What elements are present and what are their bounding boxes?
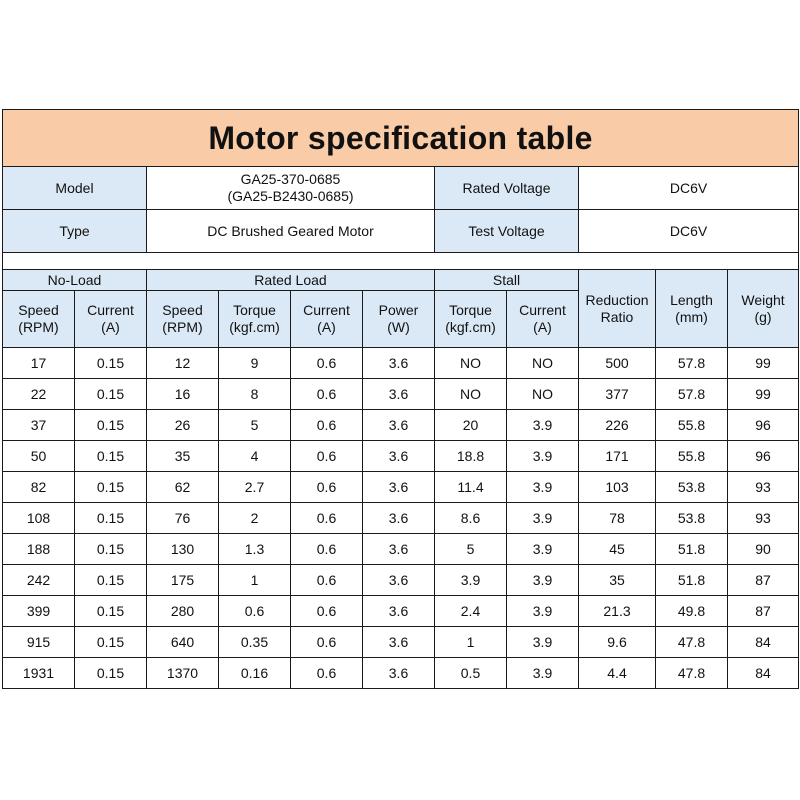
column-header-line: (A) (317, 319, 336, 335)
table-cell: 93 (728, 472, 799, 503)
table-cell: 17 (3, 348, 75, 379)
page-title: Motor specification table (3, 110, 799, 167)
table-cell: 20 (435, 410, 507, 441)
table-cell: 26 (147, 410, 219, 441)
table-cell: 0.15 (75, 565, 147, 596)
table-cell: 50 (3, 441, 75, 472)
table-row (3, 410, 799, 441)
table-cell: 0.15 (75, 658, 147, 689)
table-row (3, 565, 799, 596)
table-cell: 3.6 (363, 348, 435, 379)
column-header-reduction-ratio (579, 270, 656, 348)
model-value-line2: (GA25-B2430-0685) (227, 188, 354, 204)
column-header-line: Current (303, 302, 350, 318)
table-cell: 0.15 (75, 596, 147, 627)
table-cell: 4 (219, 441, 291, 472)
table-cell: 1.3 (219, 534, 291, 565)
table-cell: 3.9 (435, 565, 507, 596)
table-cell: 0.6 (291, 627, 363, 658)
table-cell: 915 (3, 627, 75, 658)
table-cell: 280 (147, 596, 219, 627)
table-cell: 51.8 (656, 565, 728, 596)
table-cell: 55.8 (656, 441, 728, 472)
type-label: Type (3, 210, 147, 253)
table-cell: 1 (435, 627, 507, 658)
column-header-line: Power (378, 302, 419, 318)
table-cell: 130 (147, 534, 219, 565)
column-header-line: Torque (449, 302, 492, 318)
column-header-line: Current (87, 302, 134, 318)
table-cell: 3.6 (363, 534, 435, 565)
column-header-line: (RPM) (18, 319, 59, 335)
group-no-load: No-Load (3, 270, 147, 291)
column-header-speed-rpm (3, 291, 75, 348)
table-cell: 0.6 (291, 534, 363, 565)
model-value-line1: GA25-370-0685 (240, 171, 341, 187)
table-cell: 3.9 (507, 658, 579, 689)
table-cell: 8.6 (435, 503, 507, 534)
column-header-line: (RPM) (162, 319, 203, 335)
test-voltage-value: DC6V (579, 210, 799, 253)
column-header-torque-kgf-cm (435, 291, 507, 348)
table-cell: 93 (728, 503, 799, 534)
table-cell: 3.6 (363, 658, 435, 689)
table-cell: 0.15 (75, 472, 147, 503)
column-header-power-w (363, 291, 435, 348)
table-cell: 96 (728, 410, 799, 441)
table-cell: 90 (728, 534, 799, 565)
table-cell: 0.6 (291, 503, 363, 534)
table-cell: 12 (147, 348, 219, 379)
table-cell: 11.4 (435, 472, 507, 503)
table-cell: 0.15 (75, 534, 147, 565)
column-header-line: (kgf.cm) (445, 319, 496, 335)
table-cell: 0.5 (435, 658, 507, 689)
table-row (3, 503, 799, 534)
test-voltage-label: Test Voltage (435, 210, 579, 253)
group-stall: Stall (435, 270, 579, 291)
table-cell: 103 (579, 472, 656, 503)
table-cell: 37 (3, 410, 75, 441)
column-header-line: Length (670, 291, 713, 308)
column-header-line: (W) (387, 319, 410, 335)
model-label: Model (3, 167, 147, 210)
table-cell: 0.6 (291, 472, 363, 503)
table-cell: 0.6 (291, 348, 363, 379)
table-cell: NO (507, 379, 579, 410)
table-cell: 35 (147, 441, 219, 472)
table-cell: 3.6 (363, 503, 435, 534)
table-cell: 2.7 (219, 472, 291, 503)
motor-spec-table (2, 109, 799, 689)
column-header-weight-g (728, 270, 799, 348)
table-cell: NO (507, 348, 579, 379)
table-cell: 3.6 (363, 410, 435, 441)
column-header-line: (g) (754, 308, 772, 325)
table-row (3, 379, 799, 410)
table-cell: 99 (728, 348, 799, 379)
column-header-line: (kgf.cm) (229, 319, 280, 335)
table-row (3, 627, 799, 658)
table-cell: 47.8 (656, 627, 728, 658)
table-cell: 399 (3, 596, 75, 627)
table-row (3, 596, 799, 627)
spacer-row (3, 253, 799, 270)
table-cell: 76 (147, 503, 219, 534)
table-cell: 3.6 (363, 596, 435, 627)
table-cell: 1 (219, 565, 291, 596)
table-row (3, 441, 799, 472)
column-header-line: Current (519, 302, 566, 318)
rated-voltage-value: DC6V (579, 167, 799, 210)
table-cell: NO (435, 348, 507, 379)
type-value: DC Brushed Geared Motor (147, 210, 435, 253)
table-cell: 5 (435, 534, 507, 565)
table-cell: 87 (728, 596, 799, 627)
table-cell: 3.6 (363, 627, 435, 658)
column-header-line: Speed (162, 302, 203, 318)
table-cell: 3.6 (363, 472, 435, 503)
table-cell: 96 (728, 441, 799, 472)
table-cell: 45 (579, 534, 656, 565)
table-cell: 0.6 (219, 596, 291, 627)
table-cell: 3.9 (507, 534, 579, 565)
table-cell: 9 (219, 348, 291, 379)
group-rated-load: Rated Load (147, 270, 435, 291)
table-cell: 78 (579, 503, 656, 534)
table-cell: 0.15 (75, 348, 147, 379)
table-cell: 4.4 (579, 658, 656, 689)
column-header-line: (A) (533, 319, 552, 335)
table-cell: 18.8 (435, 441, 507, 472)
table-cell: 8 (219, 379, 291, 410)
table-cell: 0.6 (291, 441, 363, 472)
column-header-line: Ratio (600, 308, 634, 325)
column-header-torque-kgf-cm (219, 291, 291, 348)
table-cell: 0.16 (219, 658, 291, 689)
table-cell: 0.15 (75, 441, 147, 472)
table-cell: 62 (147, 472, 219, 503)
table-cell: 47.8 (656, 658, 728, 689)
table-cell: 3.6 (363, 565, 435, 596)
column-header-speed-rpm (147, 291, 219, 348)
table-cell: 377 (579, 379, 656, 410)
table-cell: 0.35 (219, 627, 291, 658)
column-header-length-mm (656, 270, 728, 348)
table-cell: 3.9 (507, 472, 579, 503)
table-cell: 5 (219, 410, 291, 441)
table-cell: 188 (3, 534, 75, 565)
table-cell: 1370 (147, 658, 219, 689)
table-cell: 0.6 (291, 596, 363, 627)
table-cell: 16 (147, 379, 219, 410)
table-row (3, 348, 799, 379)
table-cell: 49.8 (656, 596, 728, 627)
table-cell: 226 (579, 410, 656, 441)
table-cell: 0.15 (75, 627, 147, 658)
column-header-current-a (507, 291, 579, 348)
table-cell: 55.8 (656, 410, 728, 441)
table-cell: 0.6 (291, 379, 363, 410)
table-row (3, 534, 799, 565)
rated-voltage-label: Rated Voltage (435, 167, 579, 210)
table-cell: 640 (147, 627, 219, 658)
table-cell: 0.15 (75, 379, 147, 410)
table-cell: 84 (728, 658, 799, 689)
table-cell: 3.6 (363, 379, 435, 410)
table-cell: NO (435, 379, 507, 410)
table-cell: 3.9 (507, 410, 579, 441)
column-header-line: (mm) (675, 308, 708, 325)
table-cell: 500 (579, 348, 656, 379)
table-cell: 3.9 (507, 627, 579, 658)
table-cell: 84 (728, 627, 799, 658)
table-cell: 242 (3, 565, 75, 596)
table-cell: 51.8 (656, 534, 728, 565)
table-cell: 87 (728, 565, 799, 596)
table-cell: 9.6 (579, 627, 656, 658)
table-cell: 35 (579, 565, 656, 596)
column-header-line: Speed (18, 302, 59, 318)
table-cell: 3.9 (507, 596, 579, 627)
table-cell: 3.9 (507, 503, 579, 534)
column-header-current-a (291, 291, 363, 348)
table-cell: 2 (219, 503, 291, 534)
model-value (147, 167, 435, 210)
table-row (3, 658, 799, 689)
table-cell: 22 (3, 379, 75, 410)
table-cell: 57.8 (656, 379, 728, 410)
table-row (3, 472, 799, 503)
column-header-current-a (75, 291, 147, 348)
table-cell: 0.15 (75, 410, 147, 441)
column-header-line: Reduction (585, 291, 649, 308)
table-cell: 108 (3, 503, 75, 534)
table-cell: 0.6 (291, 410, 363, 441)
table-cell: 175 (147, 565, 219, 596)
column-header-line: Torque (233, 302, 276, 318)
table-cell: 53.8 (656, 472, 728, 503)
table-cell: 1931 (3, 658, 75, 689)
table-cell: 0.15 (75, 503, 147, 534)
table-cell: 3.6 (363, 441, 435, 472)
table-cell: 0.6 (291, 658, 363, 689)
table-cell: 2.4 (435, 596, 507, 627)
table-cell: 53.8 (656, 503, 728, 534)
table-cell: 57.8 (656, 348, 728, 379)
table-cell: 3.9 (507, 565, 579, 596)
table-cell: 21.3 (579, 596, 656, 627)
table-cell: 0.6 (291, 565, 363, 596)
spec-sheet (2, 109, 798, 689)
table-cell: 82 (3, 472, 75, 503)
table-cell: 3.9 (507, 441, 579, 472)
table-cell: 171 (579, 441, 656, 472)
table-cell: 99 (728, 379, 799, 410)
column-header-line: (A) (101, 319, 120, 335)
column-header-line: Weight (741, 291, 785, 308)
